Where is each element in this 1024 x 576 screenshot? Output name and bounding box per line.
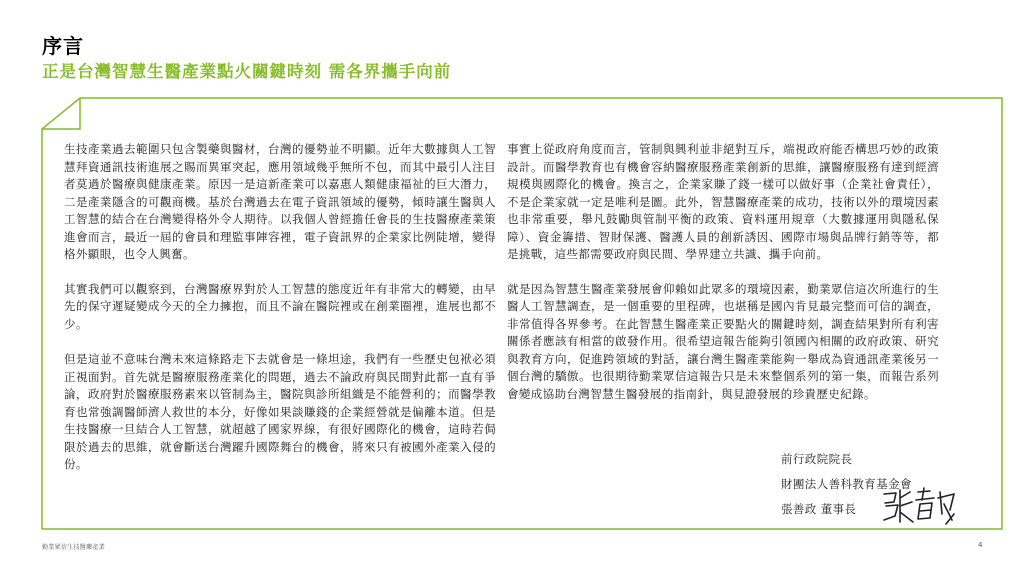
page-number: 4 xyxy=(978,541,983,549)
right-column xyxy=(507,141,939,420)
signer-organization: 財團法人善科教育基金會 xyxy=(781,477,912,491)
right-paragraph-2: 就是因為智慧生醫產業發展會仰賴如此眾多的環境因素，勤業眾信這次所進行的生醫人工智慧調查，是一個重要的里程碑，也堪稱是國內肯見最完整而可信的調查，非常值得各界參考。在此智慧生醫產業正要點火的關鍵時刻，調查結果對所有利害關係者應該有相當的啟發作用。很希望這報告能夠引領國內相關的政府政策、研究與教育方向，促進跨領域的對話，讓台灣生醫產業能夠一舉成為資通訊產業後另一個台灣的驕傲。也很期待勤業眾信這報告只是未來整個系列的第一集，而報告系列會變成協助台灣智慧生醫發展的指南針，與見證發展的珍貴歷史紀錄。 xyxy=(507,281,939,401)
right-paragraph-1: 事實上從政府角度而言，管制與興利並非絕對互斥，端視政府能否構思巧妙的政策設計。而醫學教育也有機會容納醫療服務產業創新的思維，讓醫療服務有達到經濟規模與國際化的機會。換言之，企業家賺了錢一樣可以做好事（企業社會責任），不是企業家就一定是唯利是圖。此外，智慧醫療產業的成功，技術以外的環境因素也非常重要，舉凡鼓勵與管制平衡的政策、資料運用規章（大數據運用與隱私保障）、資金籌措、智財保護、醫護人員的創新誘因、國際市場與品牌行銷等等，都是挑戰，這些都需要政府與民間、學界建立共識、攜手向前。 xyxy=(507,142,939,261)
page-subtitle: 正是台灣智慧生醫產業點火關鍵時刻 需各界攜手向前 xyxy=(42,62,452,81)
left-paragraph-3: 但是這並不意味台灣未來這條路走下去就會是一條坦途，我們有一些歷史包袱必須正視面對。首先就是醫療服務產業化的問題，過去不論政府與民間對此都一直有爭論，政府對於醫療服務素來以管制為主，醫院與診所組織是不能營利的；而醫學教育也常強調醫師濟人救世的本分，好像如果談賺錢的企業經營就是偏離本道。但是生技醫療一旦結合人工智慧，就超越了國家界線，有很好國際化的機會，這時若侷限於過去的思維，就會斷送台灣躍升國際舞台的機會，將來只有被國外產業入侵的份。 xyxy=(64,352,496,471)
page-title: 序言 xyxy=(42,34,84,58)
footer-label: 勤業眾信生技醫藥產業 xyxy=(42,544,106,551)
left-paragraph-1: 生技產業過去範圍只包含製藥與醫材，台灣的優勢並不明顯。近年大數據與人工智慧拜資通訊技術進展之賜而異軍突起，應用領域幾乎無所不包，而其中最引人注目者莫過於醫療與健康產業。原因一是這新產業可以嘉惠人類健康福祉的巨大潛力，二是產業隱含的可觀商機。基於台灣過去在電子資訊領域的優勢，傾時讓生醫與人工智慧的結合在台灣變得格外令人期待。以我個人曾經擔任會長的生技醫療產業策進會而言，最近一屆的會員和理監事陣容裡，電子資訊界的企業家比例陡增，變得格外顯眼，也令人興奮。 xyxy=(64,142,496,261)
left-paragraph-2: 其實我們可以觀察到，台灣醫療界對於人工智慧的態度近年有非常大的轉變，由早先的保守遲疑變成今天的全力擁抱，而且不論在醫院裡或在創業圈裡，進展也都不少。 xyxy=(64,281,496,331)
handwritten-signature xyxy=(880,484,960,528)
signer-former-title: 前行政院院長 xyxy=(781,452,853,466)
left-column xyxy=(64,141,496,491)
signer-name-title: 張善政 董事長 xyxy=(781,502,857,516)
